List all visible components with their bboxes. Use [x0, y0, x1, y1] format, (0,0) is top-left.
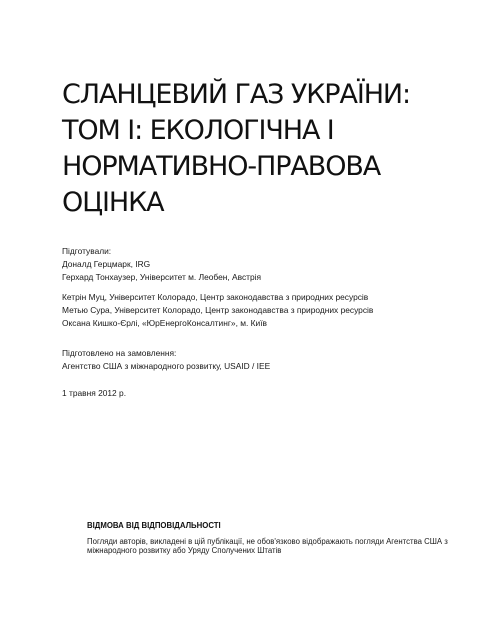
ordered-by-agency: Агентство США з міжнародного розвитку, USAID / IEE — [62, 361, 271, 371]
disclaimer-line-2: міжнародного розвитку або Уряду Сполучених Штатів — [87, 546, 282, 555]
disclaimer-line-1: Погляди авторів, викладені в цій публікації, не обов'язково відображають погляди Агентства США з — [87, 537, 448, 546]
title-line-3: НОРМАТИВНО-ПРАВОВА — [62, 151, 381, 182]
authors-list — [62, 258, 373, 330]
disclaimer-text — [87, 537, 447, 555]
author-item: Доналд Герцмарк, IRG — [62, 259, 151, 269]
prepared-by-section — [62, 245, 373, 330]
ordered-by-label: Підготовлено на замовлення: — [62, 348, 177, 358]
disclaimer-section — [87, 520, 447, 555]
author-item: Метью Сура, Університет Колорадо, Центр законодавства з природних ресурсів — [62, 305, 374, 315]
author-item: Герхард Тонхаузер, Університет м. Леобен, Австрія — [62, 272, 262, 282]
title-line-2: ТОМ I: ЕКОЛОГІЧНА І — [62, 115, 334, 146]
publication-date: 1 травня 2012 р. — [62, 388, 127, 398]
author-item: Оксана Кишко-Єрлі, «ЮрЕнергоКонсалтинг», м. Київ — [62, 318, 267, 328]
title-line-4: ОЦІНКА — [62, 187, 164, 218]
disclaimer-heading: ВІДМОВА ВІД ВІДПОВІДАЛЬНОСТІ — [87, 521, 221, 530]
prepared-by-label: Підготували: — [62, 246, 112, 256]
title-line-1: СЛАНЦЕВИЙ ГАЗ УКРАЇНИ: — [62, 79, 411, 110]
author-item: Кетрін Муц, Університет Колорадо, Центр законодавства з природних ресурсів — [62, 292, 369, 302]
ordered-by-section — [62, 347, 270, 373]
document-title — [62, 77, 462, 221]
